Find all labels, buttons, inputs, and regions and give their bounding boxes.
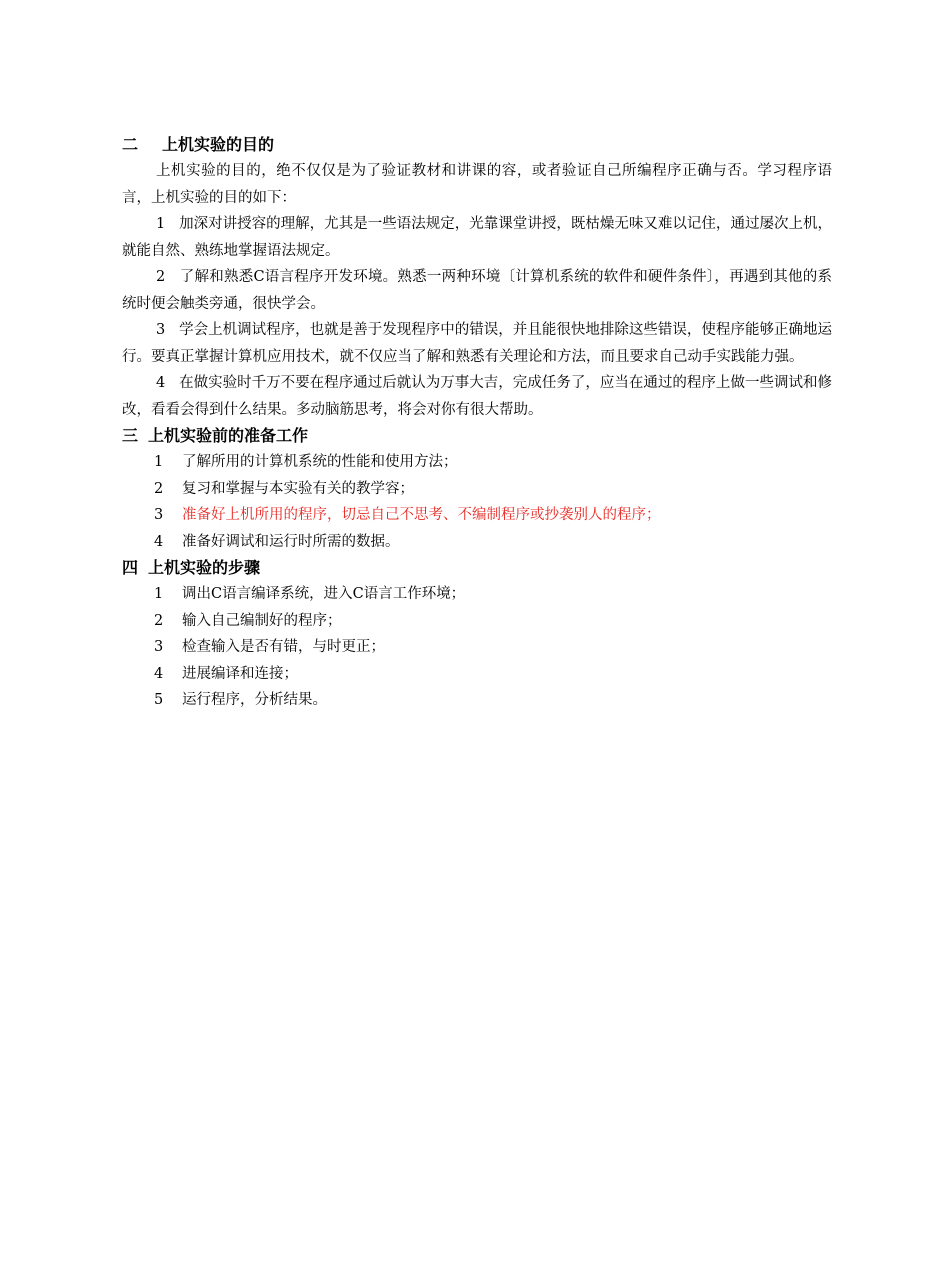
section-intro: 上机实验的目的，绝不仅仅是为了验证教材和讲课的容，或者验证自己所编程序正确与否。学习程序语言，上机实验的目的如下： [122,163,832,206]
section-heading-2 [122,132,832,158]
list-item-highlighted: 3 准备好上机所用的程序，切忌自己不思考、不编制程序或抄袭别人的程序； [154,507,661,523]
purpose-point-2: 2 了解和熟悉C语言程序开发环境。熟悉一两种环境〔计算机系统的软件和硬件条件〕，再遇到其他的系统时便会触类旁通，很快学会。 [122,269,833,312]
section-number: 三 [122,426,139,445]
list-item: 3 检查输入是否有错，与时更正； [154,639,385,655]
purpose-point-1: 1 加深对讲授容的理解，尤其是一些语法规定，光靠课堂讲授，既枯燥无味又难以记住，通过屡次上机，就能自然、熟练地掌握语法规定。 [122,216,832,259]
list-item: 5 运行程序，分析结果。 [154,692,327,708]
list-item: 2 复习和掌握与本实验有关的教学容； [154,480,414,497]
section-title: 上机实验的步骤 [148,558,261,577]
list-item: 1 了解所用的计算机系统的性能和使用方法； [154,454,458,470]
list-item: 1 调出C语言编译系统，进入C语言工作环境； [154,586,466,602]
section-heading-3 [122,423,832,449]
document-body [122,132,832,714]
section-title: 上机实验前的准备工作 [148,426,309,445]
list-item: 2 输入自己编制好的程序； [154,612,342,629]
purpose-point-4: 4 在做实验时千万不要在程序通过后就认为万事大吉，完成任务了，应当在通过的程序上做一些调试和修改，看看会得到什么结果。多动脑筋思考，将会对你有很大帮助。 [122,375,832,418]
section-number: 四 [122,558,139,577]
list-item: 4 进展编译和连接； [154,665,298,682]
list-item: 4 准备好调试和运行时所需的数据。 [154,533,400,550]
purpose-point-3: 3 学会上机调试程序，也就是善于发现程序中的错误，并且能很快地排除这些错误，使程序能够正确地运行。要真正掌握计算机应用技术，就不仅应当了解和熟悉有关理论和方法，而且要求自己动手实践能力强。 [122,322,832,365]
section-heading-4 [122,555,832,581]
section-title: 上机实验的目的 [162,135,275,154]
section-number: 二 [122,135,139,154]
